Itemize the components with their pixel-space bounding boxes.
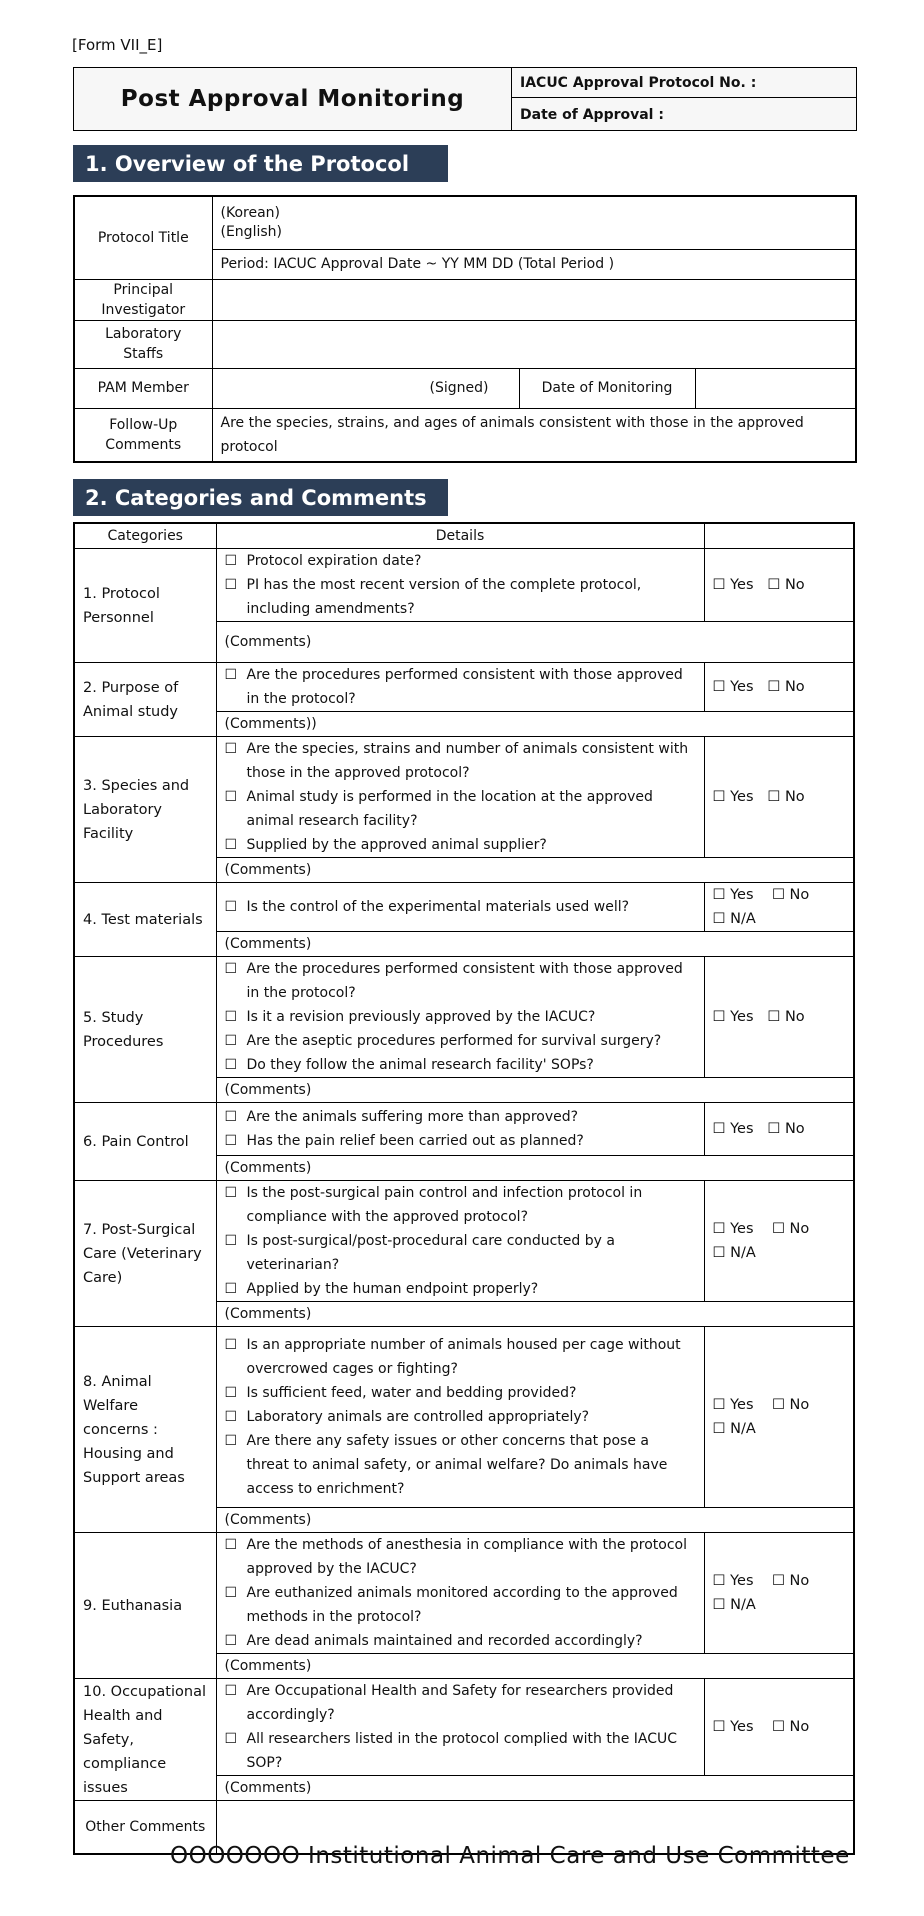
checkbox-icon[interactable]: ☐	[224, 1385, 238, 1401]
checkbox-icon[interactable]: ☐	[224, 1281, 238, 1297]
question-item[interactable]	[225, 1129, 696, 1153]
question-item[interactable]	[225, 1181, 696, 1229]
checkbox-icon[interactable]: ☐	[224, 1409, 238, 1425]
question-item[interactable]	[225, 1581, 696, 1629]
checkbox-icon[interactable]: ☐	[224, 1337, 238, 1353]
question-text: Is an appropriate number of animals housed per cage without overcrowed cages or fighting?	[246, 1337, 681, 1377]
checkbox-icon[interactable]: ☐	[224, 789, 238, 805]
checkbox-icon[interactable]: ☐	[224, 837, 238, 853]
question-text: Are Occupational Health and Safety for researchers provided accordingly?	[246, 1683, 674, 1723]
question-list	[216, 1181, 704, 1302]
yes-no-checkboxes[interactable]: ☐ Yes ☐ No	[712, 887, 810, 903]
answer-options[interactable]	[704, 1181, 854, 1302]
checkbox-icon[interactable]: ☐	[224, 1731, 238, 1747]
question-list	[216, 737, 704, 858]
comments-field[interactable]: (Comments)	[216, 1776, 854, 1801]
question-text: Is the post-surgical pain control and infection protocol in compliance with the approved protocol?	[246, 1185, 643, 1225]
yes-no-checkboxes[interactable]: ☐ Yes ☐ No	[712, 1121, 805, 1137]
question-item[interactable]	[225, 1679, 696, 1727]
question-item[interactable]	[225, 573, 696, 621]
yes-no-checkboxes[interactable]: ☐ Yes ☐ No	[712, 1573, 810, 1589]
followup-label: Follow-Up Comments	[74, 408, 212, 462]
category-label: 7. Post-Surgical Care (Veterinary Care)	[74, 1181, 216, 1327]
question-item[interactable]	[225, 663, 696, 711]
pi-label: Principal Investigator	[74, 279, 212, 320]
question-list	[216, 663, 704, 712]
question-text: Do they follow the animal research facility' SOPs?	[246, 1057, 594, 1073]
approval-date-field[interactable]: Date of Approval :	[520, 106, 664, 123]
comments-field[interactable]: (Comments))	[216, 712, 854, 737]
question-item[interactable]	[225, 1333, 696, 1381]
comments-field[interactable]: (Comments)	[216, 1302, 854, 1327]
pam-label: PAM Member	[74, 368, 212, 408]
question-text: Is the control of the experimental materials used well?	[246, 899, 630, 915]
answer-options[interactable]	[704, 1679, 854, 1776]
category-label: 10. Occupational Health and Safety, compliance issues	[74, 1679, 216, 1801]
other-comments-label: Other Comments	[74, 1801, 216, 1854]
question-list	[216, 883, 704, 932]
question-text: All researchers listed in the protocol complied with the IACUC SOP?	[246, 1731, 678, 1771]
checkbox-icon[interactable]: ☐	[224, 1537, 238, 1553]
form-id: [Form VII_E]	[72, 36, 163, 54]
question-item[interactable]	[225, 785, 696, 833]
answer-options[interactable]	[704, 663, 854, 712]
question-item[interactable]	[225, 833, 696, 857]
answer-options[interactable]	[704, 883, 854, 932]
question-text: Are the animals suffering more than approved?	[246, 1109, 579, 1125]
footer-committee: OOOOOOO Institutional Animal Care and Use Committee	[170, 1843, 850, 1869]
question-text: Supplied by the approved animal supplier?	[246, 837, 547, 853]
question-text: Are the aseptic procedures performed for survival surgery?	[246, 1033, 662, 1049]
checkbox-icon[interactable]: ☐	[224, 1033, 238, 1049]
category-label: 9. Euthanasia	[74, 1533, 216, 1679]
question-item[interactable]	[225, 1029, 696, 1053]
question-text: Are the procedures performed consistent with those approved in the protocol?	[246, 961, 683, 1001]
checkbox-icon[interactable]: ☐	[224, 741, 238, 757]
question-text: Has the pain relief been carried out as planned?	[246, 1133, 584, 1149]
period-field[interactable]: Period: IACUC Approval Date ~ YY MM DD (Total Period )	[212, 249, 856, 279]
checkbox-icon[interactable]: ☐	[224, 553, 238, 569]
checkbox-icon[interactable]: ☐	[224, 1233, 238, 1249]
question-text: Laboratory animals are controlled appropriately?	[246, 1409, 590, 1425]
pam-signature-field[interactable]: (Signed)	[212, 368, 519, 408]
yes-no-checkboxes[interactable]: ☐ Yes ☐ No	[712, 1719, 810, 1735]
followup-field[interactable]: Are the species, strains, and ages of animals consistent with those in the approved protocol	[212, 408, 856, 462]
checkbox-icon[interactable]: ☐	[224, 1133, 238, 1149]
staff-field[interactable]	[212, 320, 856, 368]
comments-field[interactable]: (Comments)	[216, 858, 854, 883]
date-monitoring-label: Date of Monitoring	[519, 368, 695, 408]
question-item[interactable]	[225, 957, 696, 1005]
category-label: 6. Pain Control	[74, 1103, 216, 1181]
category-label: 1. Protocol Personnel	[74, 549, 216, 663]
question-text: PI has the most recent version of the complete protocol, including amendments?	[246, 577, 642, 617]
question-item[interactable]	[225, 1229, 696, 1277]
yes-no-checkboxes[interactable]: ☐ Yes ☐ No	[712, 1221, 810, 1237]
overview-table	[73, 195, 857, 463]
question-item[interactable]	[225, 737, 696, 785]
checkbox-icon[interactable]: ☐	[224, 961, 238, 977]
checkbox-icon[interactable]: ☐	[224, 577, 238, 593]
question-item[interactable]	[225, 1105, 696, 1129]
question-item[interactable]	[225, 1277, 696, 1301]
question-item[interactable]	[225, 1629, 696, 1653]
protocol-number-field[interactable]: IACUC Approval Protocol No. :	[512, 68, 856, 98]
answer-options[interactable]	[704, 549, 854, 622]
answer-options[interactable]	[704, 1533, 854, 1654]
comments-field[interactable]: (Comments)	[216, 932, 854, 957]
checkbox-icon[interactable]: ☐	[224, 1633, 238, 1649]
question-list	[216, 957, 704, 1078]
checkbox-icon[interactable]: ☐	[224, 1009, 238, 1025]
category-label: 5. Study Procedures	[74, 957, 216, 1103]
question-text: Applied by the human endpoint properly?	[246, 1281, 539, 1297]
section2-heading: 2. Categories and Comments	[73, 479, 448, 516]
korean-title-label: (Korean)	[220, 204, 280, 221]
category-label: 8. Animal Welfare concerns : Housing and Support areas	[74, 1327, 216, 1533]
question-list	[216, 549, 704, 622]
protocol-title-label: Protocol Title	[74, 196, 212, 279]
question-text: Are the methods of anesthesia in compliance with the protocol approved by the IACUC?	[246, 1537, 687, 1577]
yes-no-checkboxes[interactable]: ☐ Yes ☐ No	[712, 789, 805, 805]
yes-no-checkboxes[interactable]: ☐ Yes ☐ No	[712, 1009, 805, 1025]
question-item[interactable]	[225, 895, 696, 919]
na-checkbox[interactable]: ☐ N/A	[712, 1597, 756, 1613]
pi-field[interactable]	[212, 279, 856, 320]
question-text: Are there any safety issues or other concerns that pose a threat to animal safety, or animal welfare? Do animals have access to enrichment?	[246, 1433, 668, 1497]
protocol-title-field[interactable]	[212, 196, 856, 249]
col-answer-header	[704, 523, 854, 549]
question-item[interactable]	[225, 1381, 696, 1405]
category-label: 2. Purpose of Animal study	[74, 663, 216, 737]
yes-no-checkboxes[interactable]: ☐ Yes ☐ No	[712, 1397, 810, 1413]
question-item[interactable]	[225, 549, 696, 573]
date-monitoring-field[interactable]	[695, 368, 856, 408]
question-list	[216, 1103, 704, 1156]
comments-field[interactable]: (Comments)	[216, 1078, 854, 1103]
categories-table	[73, 522, 855, 1855]
category-label: 4. Test materials	[74, 883, 216, 957]
col-details-header: Details	[216, 523, 704, 549]
yes-no-checkboxes[interactable]: ☐ Yes ☐ No	[712, 679, 805, 695]
question-item[interactable]	[225, 1533, 696, 1581]
question-list	[216, 1533, 704, 1654]
checkbox-icon[interactable]: ☐	[224, 899, 238, 915]
answer-options[interactable]	[704, 957, 854, 1078]
page-title: Post Approval Monitoring	[74, 68, 512, 130]
checkbox-icon[interactable]: ☐	[224, 1185, 238, 1201]
na-checkbox[interactable]: ☐ N/A	[712, 1245, 756, 1261]
staff-label: Laboratory Staffs	[74, 320, 212, 368]
question-item[interactable]	[225, 1005, 696, 1029]
comments-field[interactable]: (Comments)	[216, 1654, 854, 1679]
checkbox-icon[interactable]: ☐	[224, 1433, 238, 1449]
question-list	[216, 1679, 704, 1776]
comments-field[interactable]: (Comments)	[216, 1508, 854, 1533]
header-block	[73, 67, 857, 131]
comments-field[interactable]: (Comments)	[216, 1156, 854, 1181]
comments-field[interactable]: (Comments)	[216, 622, 854, 663]
na-checkbox[interactable]: ☐ N/A	[712, 911, 756, 927]
question-item[interactable]	[225, 1727, 696, 1775]
na-checkbox[interactable]: ☐ N/A	[712, 1421, 756, 1437]
yes-no-checkboxes[interactable]: ☐ Yes ☐ No	[712, 577, 805, 593]
question-item[interactable]	[225, 1429, 696, 1501]
question-text: Protocol expiration date?	[246, 553, 422, 569]
question-item[interactable]	[225, 1405, 696, 1429]
answer-options[interactable]	[704, 737, 854, 858]
col-categories-header: Categories	[74, 523, 216, 549]
question-text: Is it a revision previously approved by the IACUC?	[246, 1009, 596, 1025]
checkbox-icon[interactable]: ☐	[224, 1057, 238, 1073]
checkbox-icon[interactable]: ☐	[224, 1683, 238, 1699]
checkbox-icon[interactable]: ☐	[224, 667, 238, 683]
question-text: Is post-surgical/post-procedural care conducted by a veterinarian?	[246, 1233, 615, 1273]
category-label: 3. Species and Laboratory Facility	[74, 737, 216, 883]
question-item[interactable]	[225, 1053, 696, 1077]
question-text: Are the species, strains and number of animals consistent with those in the approved protocol?	[246, 741, 689, 781]
question-text: Animal study is performed in the location at the approved animal research facility?	[246, 789, 653, 829]
question-list	[216, 1327, 704, 1508]
answer-options[interactable]	[704, 1327, 854, 1508]
english-title-label: (English)	[220, 223, 282, 240]
question-text: Is sufficient feed, water and bedding provided?	[246, 1385, 577, 1401]
answer-options[interactable]	[704, 1103, 854, 1156]
section1-heading: 1. Overview of the Protocol	[73, 145, 448, 182]
question-text: Are the procedures performed consistent with those approved in the protocol?	[246, 667, 683, 707]
question-text: Are euthanized animals monitored according to the approved methods in the protocol?	[246, 1585, 678, 1625]
checkbox-icon[interactable]: ☐	[224, 1585, 238, 1601]
question-text: Are dead animals maintained and recorded accordingly?	[246, 1633, 643, 1649]
checkbox-icon[interactable]: ☐	[224, 1109, 238, 1125]
